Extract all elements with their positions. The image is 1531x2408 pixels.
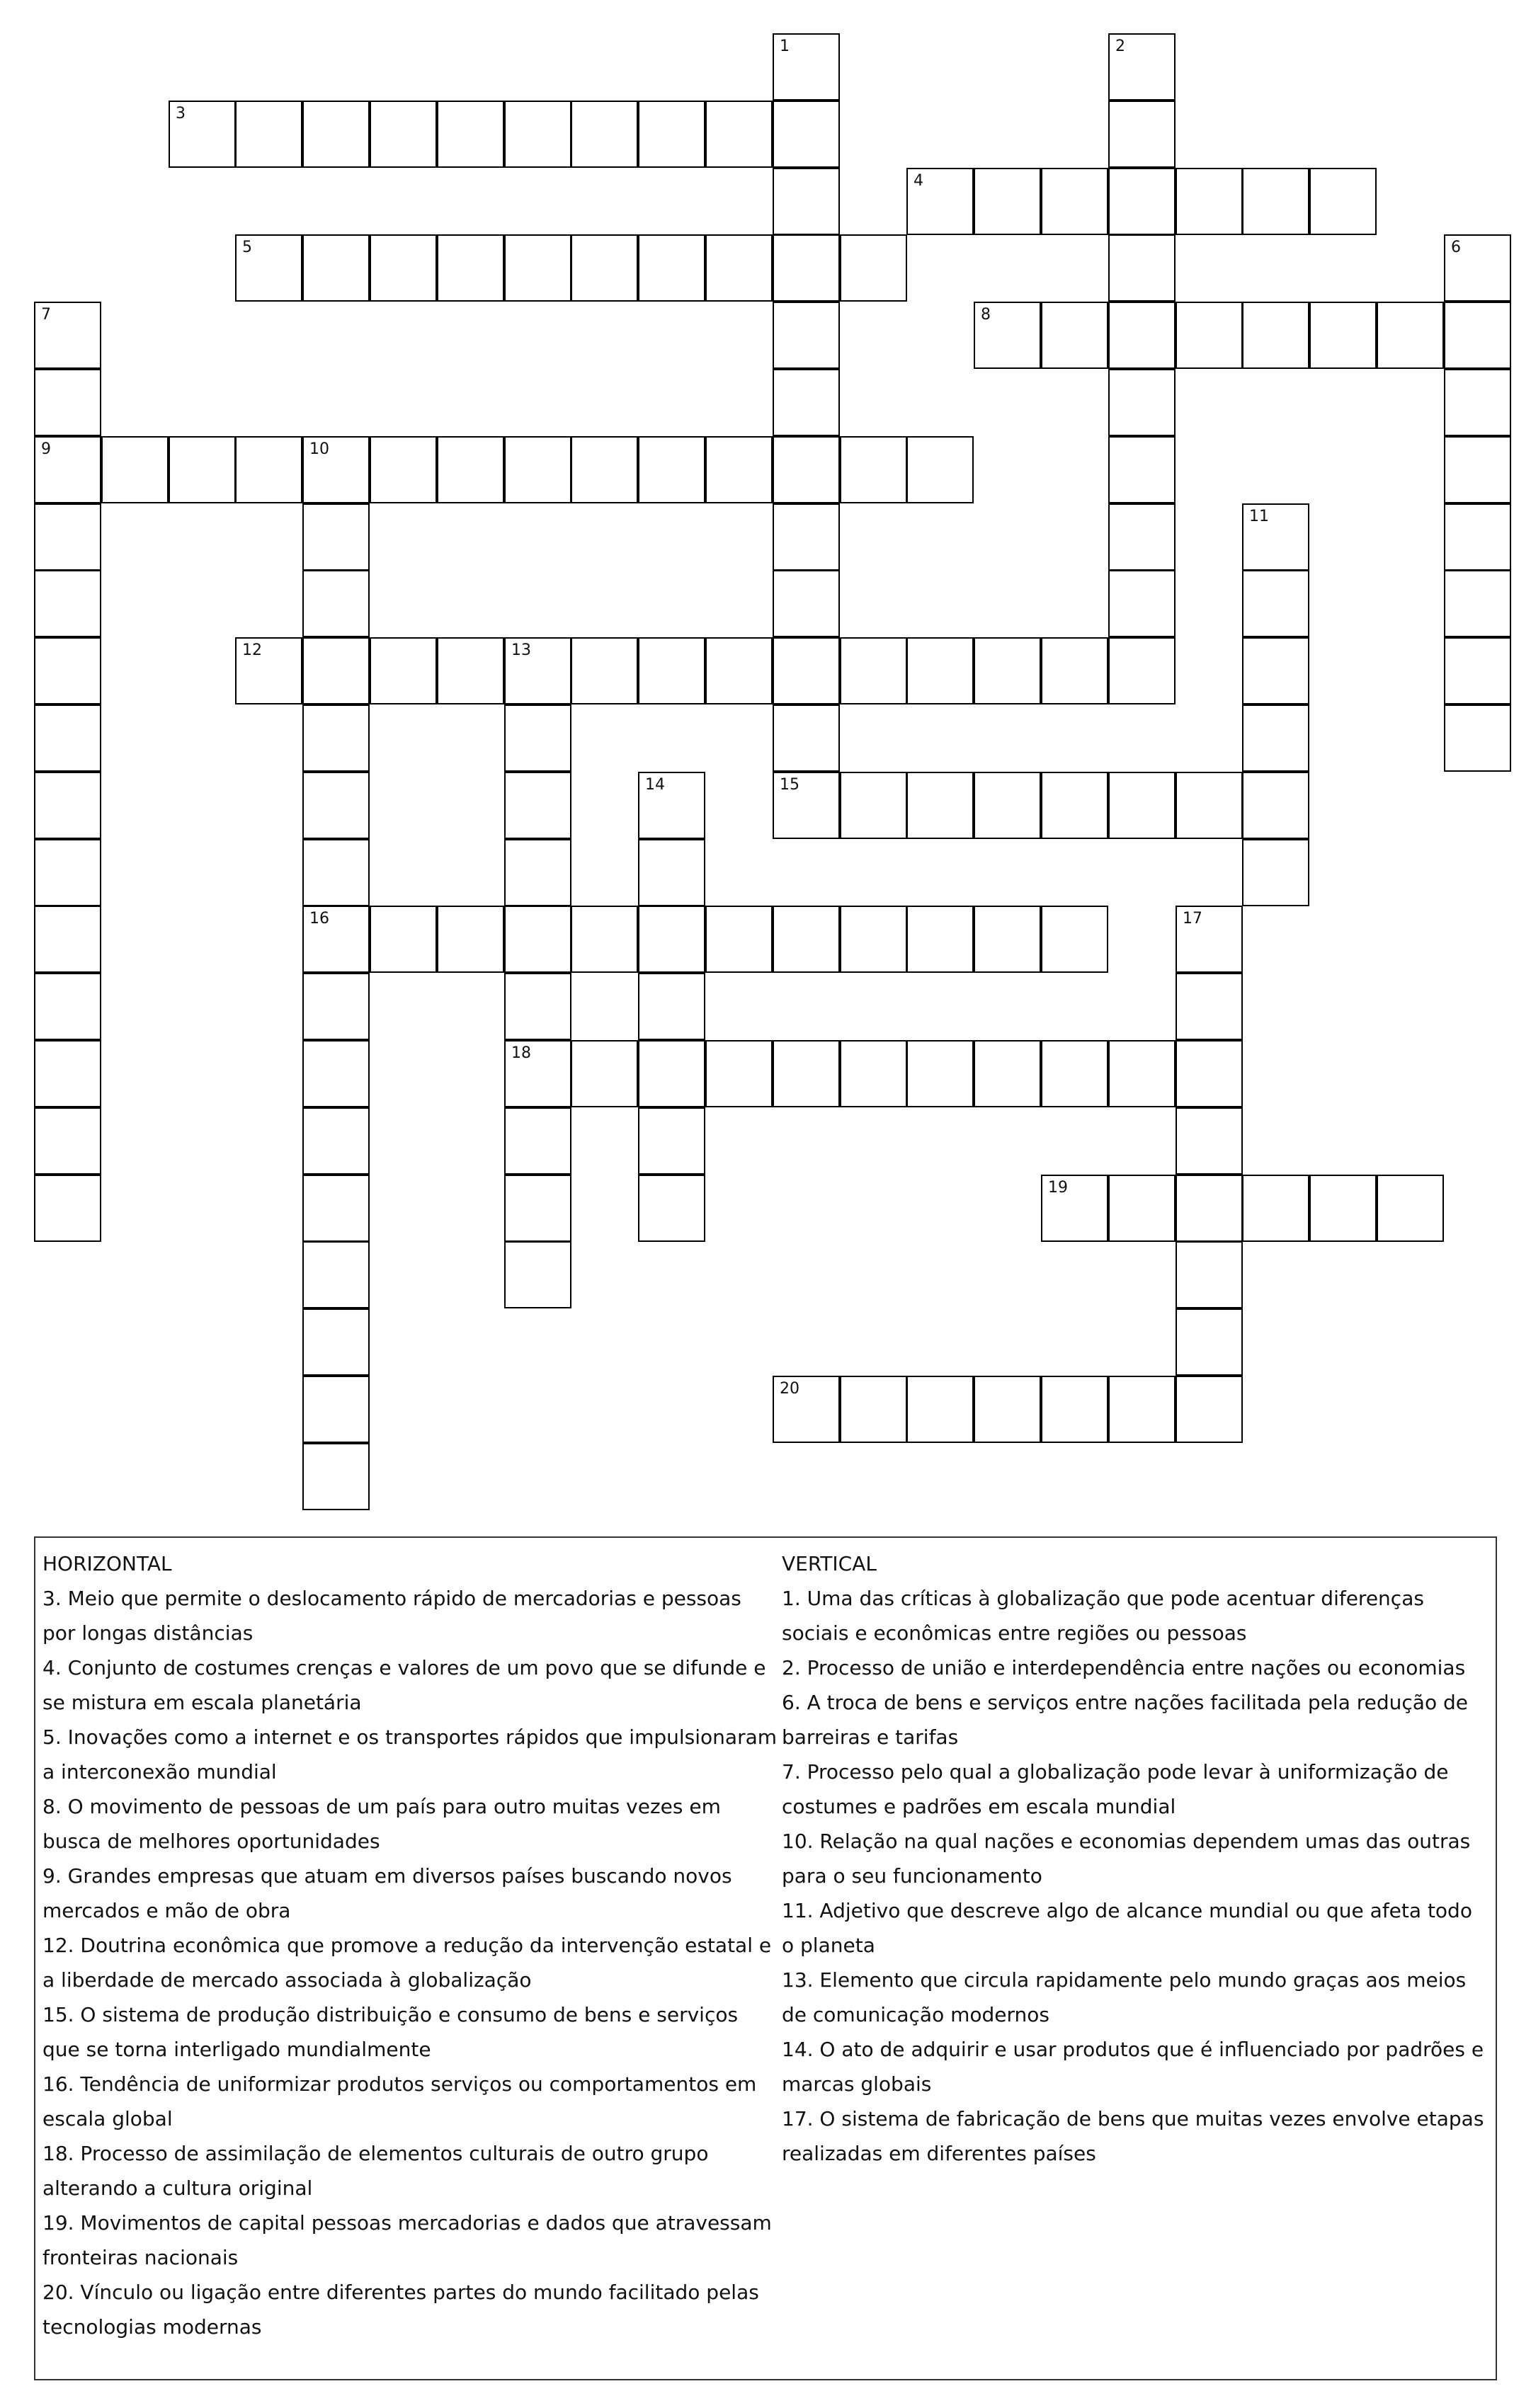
crossword-cell[interactable] [1176,168,1243,235]
crossword-cell[interactable] [34,503,101,571]
crossword-cell[interactable] [773,570,840,637]
crossword-cell[interactable] [773,101,840,168]
clue-number: 7 [41,306,51,324]
crossword-cell[interactable] [840,1376,907,1443]
crossword-cell[interactable] [1176,302,1243,369]
crossword-cell[interactable] [101,436,169,503]
crossword-cell[interactable] [571,906,638,973]
crossword-cell[interactable] [1176,906,1243,973]
crossword-cell[interactable] [1108,1040,1176,1107]
crossword-cell[interactable] [302,704,370,772]
crossword-cell[interactable] [1176,1241,1243,1308]
crossword-cell[interactable] [1242,772,1309,839]
crossword-cell[interactable] [34,906,101,973]
crossword-cell[interactable] [1108,570,1176,637]
crossword-cell[interactable] [1041,906,1108,973]
crossword-cell[interactable] [773,772,840,839]
crossword-cell[interactable] [34,436,101,503]
crossword-cell[interactable] [974,637,1041,704]
crossword-cell[interactable] [302,1308,370,1376]
crossword-cell[interactable] [1444,234,1511,302]
clue-number: 19 [1048,1179,1068,1197]
crossword-cell[interactable] [974,1040,1041,1107]
across-clue-list [42,1581,779,2344]
crossword-cell[interactable] [840,234,907,302]
crossword-cell[interactable] [34,704,101,772]
crossword-cell[interactable] [1309,1175,1377,1242]
crossword-cell[interactable] [1108,33,1176,101]
crossword-cell[interactable] [302,1040,370,1107]
crossword-cell[interactable] [638,906,705,973]
across-clue: 19. Movimentos de capital pessoas mercadorias e dados que atravessam fronteiras nacionais [42,2211,772,2269]
crossword-cell[interactable] [571,637,638,704]
down-clue: 17. O sistema de fabricação de bens que muitas vezes envolve etapas realizadas em diferentes países [782,2107,1484,2165]
crossword-cell[interactable] [1444,570,1511,637]
crossword-cell[interactable] [1242,302,1309,369]
crossword-cell[interactable] [1041,302,1108,369]
crossword-cell[interactable] [1108,302,1176,369]
crossword-cell[interactable] [34,637,101,704]
crossword-cell[interactable] [1444,637,1511,704]
clue-number: 17 [1183,910,1202,928]
crossword-cell[interactable] [302,637,370,704]
crossword-cell[interactable] [235,436,302,503]
crossword-cell[interactable] [773,503,840,571]
crossword-cell[interactable] [504,1040,571,1107]
crossword-cell[interactable] [773,168,840,235]
crossword-cell[interactable] [1444,302,1511,369]
clue-number: 12 [242,641,262,659]
clue-number: 10 [309,440,329,458]
crossword-cell[interactable] [1176,1308,1243,1376]
clue-number: 13 [511,641,531,659]
across-clue: 20. Vínculo ou ligação entre diferentes partes do mundo facilitado pelas tecnologias modernas [42,2281,759,2339]
crossword-cell[interactable] [302,503,370,571]
crossword-cell[interactable] [638,436,705,503]
crossword-cell[interactable] [638,839,705,906]
crossword-cell[interactable] [638,1040,705,1107]
across-clue: 12. Doutrina econômica que promove a redução da intervenção estatal e a liberdade de mercado associada à globalização [42,1934,772,1992]
crossword-cell[interactable] [1041,1175,1108,1242]
crossword-cell[interactable] [1041,772,1108,839]
across-clue: 16. Tendência de uniformizar produtos serviços ou comportamentos em escala global [42,2072,757,2130]
crossword-cell[interactable] [1242,570,1309,637]
crossword-cell[interactable] [504,101,571,168]
crossword-cell[interactable] [705,906,773,973]
clue-number: 20 [780,1380,799,1398]
crossword-cell[interactable] [773,436,840,503]
crossword-cell[interactable] [437,637,504,704]
crossword-cell[interactable] [571,436,638,503]
across-clue: 5. Inovações como a internet e os transportes rápidos que impulsionaram a interconexão mundial [42,1725,778,1784]
crossword-cell[interactable] [773,302,840,369]
clue-number: 8 [981,306,991,324]
crossword-cell[interactable] [302,1376,370,1443]
crossword-cell[interactable] [1242,637,1309,704]
crossword-cell[interactable] [906,1376,974,1443]
crossword-cell[interactable] [302,973,370,1040]
crossword-cell[interactable] [1108,369,1176,436]
clue-number: 16 [309,910,329,928]
crossword-cell[interactable] [974,1376,1041,1443]
crossword-cell[interactable] [571,234,638,302]
across-clue: 9. Grandes empresas que atuam em diversos países buscando novos mercados e mão de obra [42,1864,732,1922]
crossword-cell[interactable] [302,234,370,302]
crossword-cell[interactable] [169,101,236,168]
down-clue: 14. O ato de adquirir e usar produtos que é influenciado por padrões e marcas globais [782,2038,1484,2096]
clue-number: 4 [914,172,923,190]
crossword-cell[interactable] [370,637,437,704]
clue-number: 3 [176,105,186,122]
crossword-cell[interactable] [974,168,1041,235]
crossword-cell[interactable] [235,101,302,168]
crossword-cell[interactable] [1242,168,1309,235]
clue-number: 9 [41,440,51,458]
crossword-cell[interactable] [370,234,437,302]
crossword-cell[interactable] [437,906,504,973]
crossword-cell[interactable] [571,101,638,168]
crossword-cell[interactable] [974,772,1041,839]
down-clue: 13. Elemento que circula rapidamente pelo mundo graças aos meios de comunicação modernos [782,1968,1467,2026]
crossword-cell[interactable] [1444,369,1511,436]
crossword-cell[interactable] [638,772,705,839]
crossword-cell[interactable] [906,436,974,503]
crossword-cell[interactable] [504,234,571,302]
crossword-cell[interactable] [302,839,370,906]
crossword-cell[interactable] [773,33,840,101]
crossword-cell[interactable] [34,839,101,906]
crossword-cell[interactable] [34,1040,101,1107]
down-clue: 10. Relação na qual nações e economias dependem umas das outras para o seu funcionamento [782,1830,1471,1888]
crossword-cell[interactable] [302,1241,370,1308]
crossword-cell[interactable] [773,704,840,772]
crossword-cell[interactable] [34,973,101,1040]
crossword-cell[interactable] [1242,1175,1309,1242]
crossword-cell[interactable] [370,436,437,503]
crossword-cell[interactable] [34,302,101,369]
down-heading: VERTICAL [782,1552,877,1575]
crossword-cell[interactable] [705,1040,773,1107]
crossword-cell[interactable] [773,234,840,302]
crossword-cell[interactable] [1108,637,1176,704]
crossword-cell[interactable] [1108,1175,1176,1242]
crossword-cell[interactable] [1108,168,1176,235]
crossword-cell[interactable] [437,101,504,168]
across-clue: 18. Processo de assimilação de elementos culturais de outro grupo alterando a cultura original [42,2142,709,2200]
crossword-cell[interactable] [1242,839,1309,906]
crossword-cell[interactable] [773,1040,840,1107]
crossword-cell[interactable] [840,436,907,503]
across-clue: 3. Meio que permite o deslocamento rápido de mercadorias e pessoas por longas distâncias [42,1587,741,1645]
crossword-cell[interactable] [34,1175,101,1242]
crossword-cell[interactable] [773,637,840,704]
down-clue: 7. Processo pelo qual a globalização pode levar à uniformização de costumes e padrões em escala mundial [782,1760,1449,1818]
crossword-cell[interactable] [34,369,101,436]
crossword-cell[interactable] [1108,436,1176,503]
crossword-cell[interactable] [302,101,370,168]
crossword-cell[interactable] [1176,973,1243,1040]
crossword-cell[interactable] [1108,772,1176,839]
crossword-cell[interactable] [370,906,437,973]
crossword-cell[interactable] [906,637,974,704]
crossword-cell[interactable] [437,234,504,302]
clue-number: 11 [1249,508,1269,525]
down-clue: 6. A troca de bens e serviços entre nações facilitada pela redução de barreiras e tarifas [782,1691,1468,1749]
crossword-cell[interactable] [1176,1107,1243,1175]
clue-number: 14 [645,776,665,794]
crossword-cell[interactable] [638,234,705,302]
crossword-cell[interactable] [1377,302,1444,369]
down-clue: 2. Processo de união e interdependência entre nações ou economias [782,1656,1466,1679]
crossword-cell[interactable] [302,1107,370,1175]
crossword-cell[interactable] [705,101,773,168]
clues-panel [34,1536,1497,2380]
crossword-cell[interactable] [705,436,773,503]
crossword-cell[interactable] [638,637,705,704]
crossword-cell[interactable] [1176,1175,1243,1242]
crossword-cell[interactable] [773,1376,840,1443]
crossword-cell[interactable] [1444,503,1511,571]
crossword-cell[interactable] [504,1241,571,1308]
crossword-cell[interactable] [235,637,302,704]
crossword-cell[interactable] [1242,704,1309,772]
crossword-cell[interactable] [1108,234,1176,302]
down-column [782,1546,1490,2171]
across-clue: 15. O sistema de produção distribuição e consumo de bens e serviços que se torna interligado mundialmente [42,2003,739,2061]
crossword-cell[interactable] [34,570,101,637]
crossword-cell[interactable] [1108,101,1176,168]
crossword-cell[interactable] [638,101,705,168]
crossword-cell[interactable] [974,302,1041,369]
clue-number: 2 [1115,38,1125,55]
crossword-cell[interactable] [1176,1376,1243,1443]
crossword-cell[interactable] [705,234,773,302]
crossword-cell[interactable] [571,1040,638,1107]
clue-number: 15 [780,776,799,794]
crossword-cell[interactable] [504,839,571,906]
crossword-cell[interactable] [705,637,773,704]
crossword-cell[interactable] [504,1107,571,1175]
crossword-cell[interactable] [1041,637,1108,704]
crossword-cell[interactable] [1108,503,1176,571]
crossword-cell[interactable] [34,1107,101,1175]
crossword-cell[interactable] [840,906,907,973]
crossword-cell[interactable] [504,436,571,503]
crossword-cell[interactable] [302,1175,370,1242]
crossword-cell[interactable] [773,906,840,973]
clue-number: 18 [511,1044,531,1062]
crossword-cell[interactable] [504,973,571,1040]
crossword-cell[interactable] [1377,1175,1444,1242]
across-clue: 8. O movimento de pessoas de um país para outro muitas vezes em busca de melhores oportunidades [42,1795,721,1853]
crossword-cell[interactable] [302,436,370,503]
crossword-cell[interactable] [906,168,974,235]
crossword-cell[interactable] [504,772,571,839]
crossword-cell[interactable] [638,1107,705,1175]
crossword-cell[interactable] [302,570,370,637]
crossword-cell[interactable] [504,906,571,973]
down-clue-list [782,1581,1490,2171]
crossword-cell[interactable] [1176,772,1243,839]
clue-number: 5 [242,239,252,256]
crossword-cell[interactable] [504,1175,571,1242]
crossword-cell[interactable] [1041,1376,1108,1443]
down-clue: 1. Uma das críticas à globalização que pode acentuar diferenças sociais e econômicas entre regiões ou pessoas [782,1587,1424,1645]
crossword-cell[interactable] [773,369,840,436]
crossword-cell[interactable] [906,772,974,839]
across-heading: HORIZONTAL [42,1552,172,1575]
crossword-cell[interactable] [1309,302,1377,369]
crossword-cell[interactable] [370,101,437,168]
crossword-cell[interactable] [840,1040,907,1107]
crossword-cell[interactable] [906,1040,974,1107]
crossword-cell[interactable] [974,906,1041,973]
clue-number: 6 [1451,239,1461,256]
crossword-cell[interactable] [1041,168,1108,235]
down-clue: 11. Adjetivo que descreve algo de alcance mundial ou que afeta todo o planeta [782,1899,1472,1957]
crossword-cell[interactable] [1108,1376,1176,1443]
crossword-cell[interactable] [302,906,370,973]
crossword-cell[interactable] [906,906,974,973]
crossword-cell[interactable] [504,704,571,772]
crossword-cell[interactable] [1309,168,1377,235]
crossword-cell[interactable] [34,772,101,839]
crossword-cell[interactable] [1176,1040,1243,1107]
crossword-cell[interactable] [1444,704,1511,772]
crossword-cell[interactable] [840,637,907,704]
crossword-cell[interactable] [1041,1040,1108,1107]
crossword-cell[interactable] [302,1443,370,1510]
crossword-cell[interactable] [302,772,370,839]
clue-number: 1 [780,38,790,55]
crossword-cell[interactable] [638,973,705,1040]
across-column [42,1546,779,2344]
crossword-cell[interactable] [638,1175,705,1242]
crossword-cell[interactable] [169,436,236,503]
across-clue: 4. Conjunto de costumes crenças e valores de um povo que se difunde e se mistura em escala planetária [42,1656,766,1714]
crossword-cell[interactable] [235,234,302,302]
crossword-cell[interactable] [504,637,571,704]
crossword-cell[interactable] [437,436,504,503]
crossword-cell[interactable] [840,772,907,839]
crossword-cell[interactable] [1444,436,1511,503]
crossword-cell[interactable] [1242,503,1309,571]
